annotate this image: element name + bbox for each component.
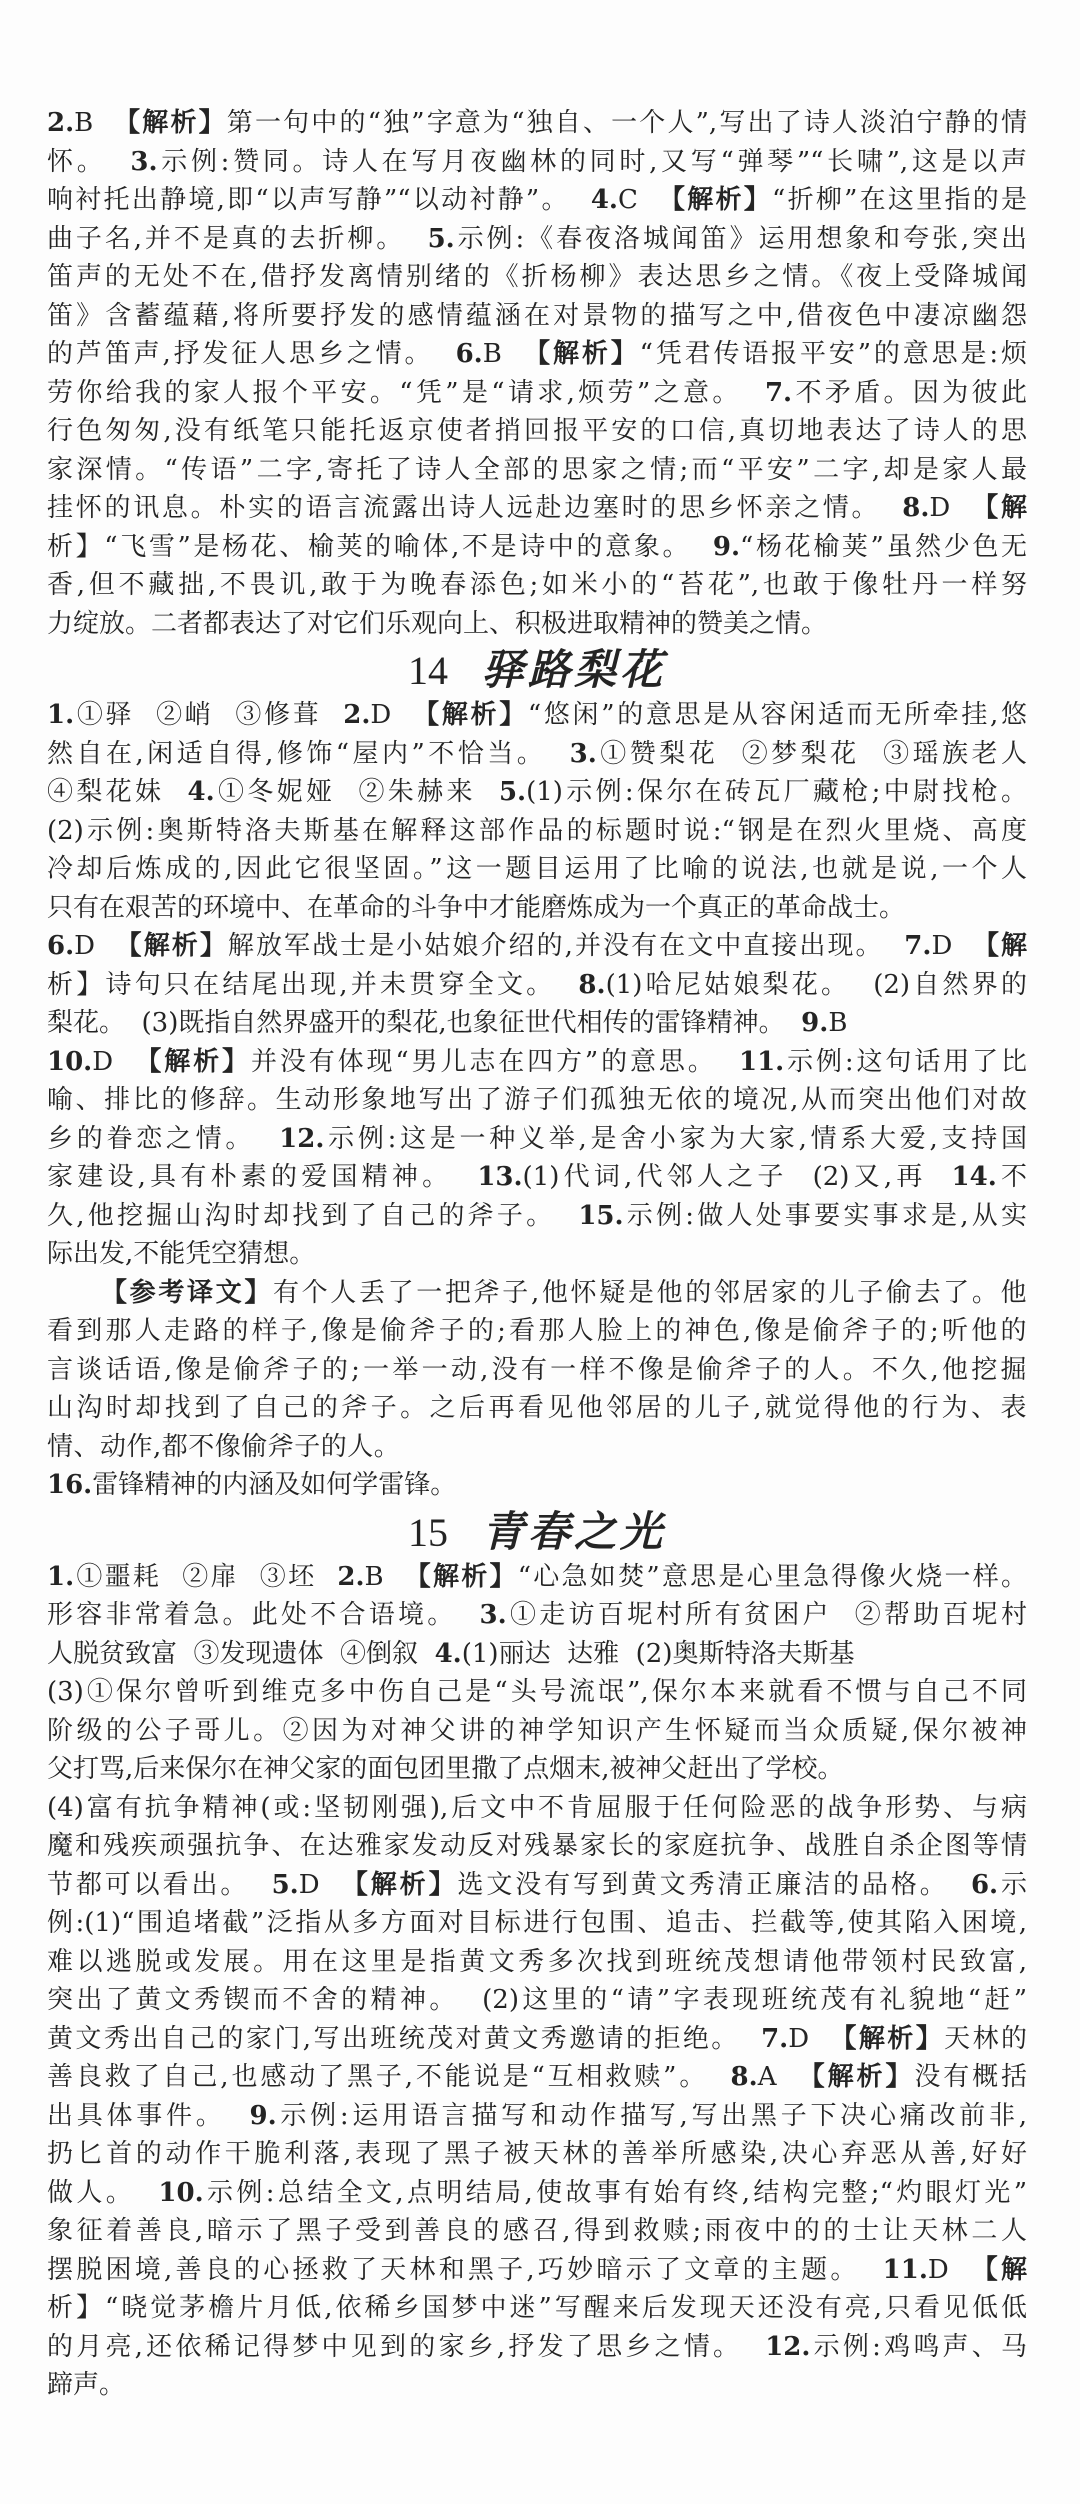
bold-label: 8. xyxy=(578,969,606,1000)
bold-label: 1. xyxy=(47,700,75,730)
text-line: 黄文秀出自己的家门,写出班统茂对黄文秀邀请的拒绝。 7.D 【解析】天林的 xyxy=(47,2023,1027,2054)
bold-label: 【解析】 xyxy=(524,339,640,369)
bold-label: 12. xyxy=(279,1123,325,1154)
bold-label: 2. xyxy=(337,1561,365,1592)
bold-label: 【解析】 xyxy=(658,185,773,215)
bold-label: 6. xyxy=(970,1869,999,1900)
bold-label: 9. xyxy=(801,1008,829,1038)
bold-label: 12. xyxy=(765,2331,811,2362)
text-line: 6.D 【解析】解放军战士是小姑娘介绍的,并没有在文中直接出现。 7.D 【解 xyxy=(47,931,1027,961)
answers-previous-lesson xyxy=(47,104,1027,643)
bold-label: 【解析】 xyxy=(114,108,227,138)
bold-label: 9. xyxy=(712,531,741,562)
text-line: 1.①驿 ②峭 ③修葺 2.D 【解析】“悠闲”的意思是从容闲适而无所牵挂,悠 xyxy=(47,700,1027,730)
bold-label: 11. xyxy=(882,2254,928,2285)
text-line: 行色匆匆,没有纸笔只能托返京使者捎回报平安的口信,真切地表达了诗人的思 xyxy=(47,416,1027,446)
bold-label: 3. xyxy=(569,738,597,769)
text-line: 家深情。“传语”二字,寄托了诗人全部的思家之情;而“平安”二字,却是家人最 xyxy=(47,454,1027,485)
text-line: 怀。 3.示例:赞同。诗人在写月夜幽林的同时,又写“弹琴”“长啸”,这是以声 xyxy=(47,146,1027,177)
bold-label: 3. xyxy=(479,1600,507,1630)
text-line: ④梨花妹 4.①冬妮娅 ②朱赫来 5.(1)示例:保尔在砖瓦厂藏枪;中尉找枪。 xyxy=(47,777,1027,807)
text-line: (2)示例:奥斯特洛夫斯基在解释这部作品的标题时说:“钢是在烈火里烧、高度 xyxy=(47,815,1027,846)
bold-label: 14. xyxy=(951,1162,997,1192)
answer-page xyxy=(47,104,1027,2405)
text-line: 际出发,不能凭空猜想。 xyxy=(47,1239,316,1269)
text-line: 久,他挖掘山沟时却找到了自己的斧子。 15.示例:做人处事要实事求是,从实 xyxy=(47,1200,1027,1231)
bold-label: 5. xyxy=(498,777,527,807)
answers-lesson-15 xyxy=(47,1558,1027,2405)
answers-lesson-14 xyxy=(47,696,1027,1274)
bold-label: 【解析】 xyxy=(115,931,228,961)
text-line: 冷却后炼成的,因此它很坚固。”这一题目运用了比喻的说法,也就是说,一个人 xyxy=(47,854,1027,884)
bold-label: 【解析】 xyxy=(135,1046,251,1077)
text-line: 香,但不藏拙,不畏讥,敢于为晚春添色;如米小的“苔花”,也敢于像牡丹一样努 xyxy=(47,570,1027,600)
text-line: 例:(1)“围追堵截”泛指从多方面对目标进行包围、追击、拦截等,使其陷入困境, xyxy=(47,1908,1027,1938)
text-line: 情、动作,都不像偷斧子的人。 xyxy=(47,1431,401,1462)
text-line: 魔和残疾顽强抗争、在达雅家发动反对残暴家长的家庭抗争、战胜自杀企图等情 xyxy=(47,1831,1027,1861)
bold-label: 【解析】 xyxy=(830,2023,945,2054)
bold-label: 5. xyxy=(427,223,455,254)
bold-label: 6. xyxy=(47,931,75,961)
text-line: (4)富有抗争精神(或:坚韧刚强),后文中不肯屈服于任何险恶的战争形势、与病 xyxy=(47,1792,1027,1823)
bold-label: 【解析】 xyxy=(404,1561,518,1592)
bold-label: 9. xyxy=(249,2100,277,2131)
text-line: 家建设,具有朴素的爱国精神。 13.(1)代词,代邻人之子 (2)又,再 14.不 xyxy=(47,1162,1027,1192)
text-line: 难以逃脱或发展。用在这里是指黄文秀多次找到班统茂想请他带领村民致富, xyxy=(47,1946,1027,1977)
text-line: 只有在艰苦的环境中、在革命的斗争中才能磨炼成为一个真正的革命战士。 xyxy=(47,892,906,923)
text-line: 突出了黄文秀锲而不舍的精神。 (2)这里的“请”字表现班统茂有礼貌地“赶” xyxy=(47,1985,1027,2015)
bold-label: 【参考译文】 xyxy=(101,1277,273,1308)
lesson-15-title xyxy=(47,1505,1027,1558)
text-line: 笛》含蓄蕴藉,将所要抒发的感情蕴涵在对景物的描写之中,借夜色中凄凉幽怨 xyxy=(47,300,1027,331)
text-line: 善良救了自己,也感动了黑子,不能说是“互相救赎”。 8.A 【解析】没有概括 xyxy=(47,2062,1027,2092)
text-line: 言谈话语,像是偷斧子的;一举一动,没有一样不像是偷斧子的人。不久,他挖掘 xyxy=(47,1354,1027,1385)
text-line: 然自在,闲适自得,修饰“屋内”不恰当。 3.①赞梨花 ②梦梨花 ③瑶族老人 xyxy=(47,738,1027,769)
text-line: 的月亮,还依稀记得梦中见到的家乡,抒发了思乡之情。 12.示例:鸡鸣声、马 xyxy=(47,2331,1027,2362)
text-line: 做人。 10.示例:总结全文,点明结局,使故事有始有终,结构完整;“灼眼灯光” xyxy=(47,2177,1027,2208)
text-line: 析】“飞雪”是杨花、榆荚的喻体,不是诗中的意象。 9.“杨花榆荚”虽然少色无 xyxy=(47,531,1027,562)
reference-translation xyxy=(47,1274,1027,1467)
bold-label: 【解 xyxy=(971,2254,1027,2285)
text-line: 象征着善良,暗示了黑子受到善良的感召,得到救赎;雨夜中的的士让天林二人 xyxy=(47,2216,1027,2246)
bold-label: 13. xyxy=(477,1162,523,1192)
text-line: 出具体事件。 9.示例:运用语言描写和动作描写,写出黑子下决心痛改前非, xyxy=(47,2100,1027,2131)
bold-label: 【解析】 xyxy=(413,700,528,730)
text-line: 【参考译文】有个人丢了一把斧子,他怀疑是他的邻居家的儿子偷去了。他 xyxy=(101,1277,1027,1308)
text-line: 析】诗句只在结尾出现,并未贯穿全文。 8.(1)哈尼姑娘梨花。 (2)自然界的 xyxy=(47,969,1027,1000)
bold-label: 8. xyxy=(730,2062,758,2092)
bold-label: 5. xyxy=(271,1869,299,1900)
bold-label: 【解 xyxy=(972,493,1027,523)
bold-label: 4. xyxy=(187,777,215,807)
bold-label: 2. xyxy=(343,700,371,730)
bold-label: 6. xyxy=(455,339,483,369)
text-line: 节都可以看出。 5.D 【解析】选文没有写到黄文秀清正廉洁的品格。 6.示 xyxy=(47,1869,1027,1900)
text-line: 挂怀的讯息。朴实的语言流露出诗人远赴边塞时的思乡怀亲之情。 8.D 【解 xyxy=(47,493,1027,523)
text-line: 人脱贫致富 ③发现遗体 ④倒叙 4.(1)丽达 达雅 (2)奥斯特洛夫斯基 xyxy=(47,1638,855,1669)
bold-label: 8. xyxy=(902,493,930,523)
lesson-number: 14 xyxy=(407,648,448,693)
bold-label: 10. xyxy=(47,1046,93,1077)
lesson-name: 青春之光 xyxy=(481,1506,666,1556)
bold-label: 11. xyxy=(738,1046,785,1077)
bold-label: 【解 xyxy=(972,931,1027,961)
bold-label: 7. xyxy=(761,2023,789,2054)
text-line: 阶级的公子哥儿。②因为对神父讲的神学知识产生怀疑而当众质疑,保尔被神 xyxy=(47,1715,1027,1746)
bold-label: 2. xyxy=(47,108,75,138)
lesson-name: 驿路梨花 xyxy=(481,645,666,694)
text-line: 父打骂,后来保尔在神父家的面包团里撒了点烟末,被神父赶出了学校。 xyxy=(47,1754,844,1784)
lesson-14-title xyxy=(47,643,1027,696)
bold-label: 【解析】 xyxy=(798,2062,915,2092)
bold-label: 4. xyxy=(590,185,618,215)
bold-label: 16. xyxy=(47,1470,93,1500)
bold-label: 3. xyxy=(130,146,158,177)
text-line: 劳你给我的家人报个平安。“凭”是“请求,烦劳”之意。 7.不矛盾。因为彼此 xyxy=(47,377,1027,408)
bold-label: 15. xyxy=(578,1200,624,1231)
lesson-number: 15 xyxy=(407,1509,448,1555)
text-line: 析】“晓觉茅檐片月低,依稀乡国梦中迷”写醒来后发现天还没有亮,只看见低低 xyxy=(47,2293,1027,2323)
bold-label: 7. xyxy=(764,377,793,408)
text-line: (3)①保尔曾听到维克多中伤自己是“头号流氓”,保尔本来就看不惯与自己不同 xyxy=(47,1677,1027,1707)
text-line: 摆脱困境,善良的心拯救了天林和黑子,巧妙暗示了文章的主题。 11.D 【解 xyxy=(47,2254,1027,2285)
bold-label: 4. xyxy=(434,1638,462,1669)
text-line: 梨花。 (3)既指自然界盛开的梨花,也象征世代相传的雷锋精神。 9.B xyxy=(47,1008,848,1038)
text-line: 扔匕首的动作干脆利落,表现了黑子被天林的善举所感染,决心弃恶从善,好好 xyxy=(47,2139,1027,2169)
text-line: 看到那人走路的样子,像是偷斧子的;看那人脸上的神色,像是偷斧子的;听他的 xyxy=(47,1316,1027,1346)
text-line: 曲子名,并不是真的去折柳。 5.示例:《春夜洛城闻笛》运用想象和夸张,突出 xyxy=(47,223,1027,254)
text-line: 形容非常着急。此处不合语境。 3.①走访百坭村所有贫困户 ②帮助百坭村 xyxy=(47,1600,1027,1630)
text-line: 1.①噩耗 ②扉 ③坯 2.B 【解析】“心急如焚”意思是心里急得像火烧一样。 xyxy=(47,1561,1027,1592)
bold-label: 【解析】 xyxy=(341,1869,458,1900)
text-line: 响衬托出静境,即“以声写静”“以动衬静”。 4.C 【解析】“折柳”在这里指的是 xyxy=(47,185,1027,215)
bold-label: 7. xyxy=(904,931,932,961)
bold-label: 1. xyxy=(47,1561,75,1592)
text-line: 笛声的无处不在,借抒发离情别绪的《折杨柳》表达思乡之情。《夜上受降城闻 xyxy=(47,262,1027,292)
text-line: 力绽放。二者都表达了对它们乐观向上、积极进取精神的赞美之情。 xyxy=(47,608,828,639)
bold-label: 10. xyxy=(158,2177,204,2208)
text-line: 的芦笛声,抒发征人思乡之情。 6.B 【解析】“凭君传语报平安”的意思是:烦 xyxy=(47,339,1027,369)
text-line: 喻、排比的修辞。生动形象地写出了游子们孤独无依的境况,从而突出他们对故 xyxy=(47,1085,1027,1115)
text-line: 蹄声。 xyxy=(47,2370,126,2400)
text-line: 10.D 【解析】并没有体现“男儿志在四方”的意思。 11.示例:这句话用了比 xyxy=(47,1046,1027,1077)
question-16-answer: 16.雷锋精神的内涵及如何学雷锋。 xyxy=(47,1470,457,1500)
text-line: 乡的眷恋之情。 12.示例:这是一种义举,是舍小家为大家,情系大爱,支持国 xyxy=(47,1123,1027,1154)
text-line: 2.B 【解析】第一句中的“独”字意为“独自、一个人”,写出了诗人淡泊宁静的情 xyxy=(47,108,1027,138)
text-line: 山沟时却找到了自己的斧子。之后再看见他邻居的儿子,就觉得他的行为、表 xyxy=(47,1393,1027,1423)
